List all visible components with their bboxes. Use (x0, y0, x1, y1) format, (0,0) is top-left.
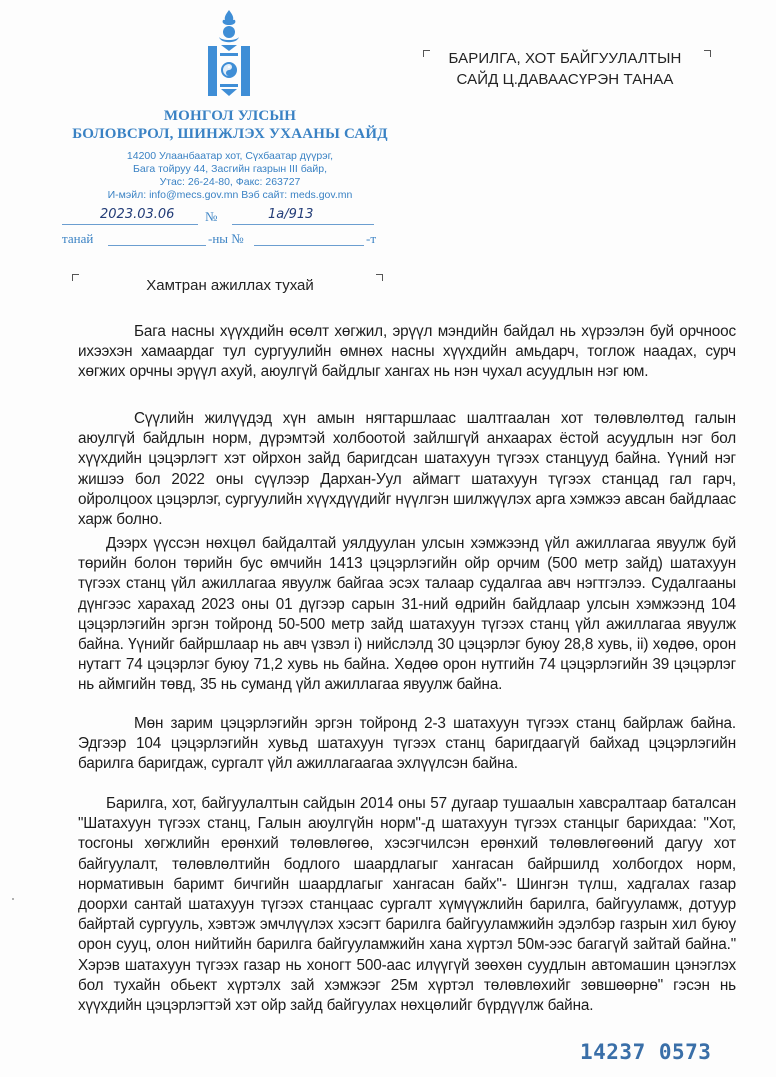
reply-label-mid: -ны № (208, 231, 244, 246)
phone-fax-line: Утас: 26-24-80, Факс: 263727 (159, 176, 301, 188)
recipient-line2: САЙД Ц.ДАВААСҮРЭН ТАНАА (456, 71, 674, 88)
number-underline (232, 224, 374, 225)
date-underline (62, 224, 198, 225)
body-paragraph: Мөн зарим цэцэрлэгийн эргэн тойронд 2-3 шатахуун түгээх станц байрлаж байна. Эдгээр 104 цэцэрлэгийн хувьд шатахуун түгээх станц баригдаагүй байхад цэцэрлэгийн барилга баригдаж, сургалт үйл ажиллагаагаа эхлүүлсэн байна. (78, 715, 736, 773)
recipient-block (440, 48, 690, 90)
document-number: 1а/913 (268, 207, 314, 222)
document-date: 2023.03.06 (100, 207, 175, 222)
address-line: 14200 Улаанбаатар хот, Сүхбаатар дүүрэг, (126, 150, 334, 162)
registration-number: 14237 0573 (580, 1040, 712, 1064)
body-paragraph: Сүүлийн жилүүдэд хүн амын нягтаршлаас шалтгаалан хот төлөвлөлтөд галын аюулгүй байдлын норм, дүрэмтэй холбоотой зайлшгүй анхаарах ёстой асуудлын нэг бол хүүхдийн цэцэрлэгт хэт ойрхон зайд баригдсан шатахуун түгээх станцууд байна. Үүний нэг жишээ бол 2022 оны сүүлээр Дархан-Уул аймагт шатахуун түгээх станцад гал гарч, ойролцоох цэцэрлэг, сургуулийн хүүхдүүдийг нүүлгэн шилжүүлэх арга хэмжээ авсан байдлаас харж болно. (78, 410, 736, 529)
org-name-line1: МОНГОЛ УЛСЫН (163, 108, 297, 124)
corner-bracket-top-left (72, 274, 79, 281)
reply-label-suffix: -т (366, 231, 377, 246)
email-web-line: И-мэйл: info@mecs.gov.mn Вэб сайт: meds.gov.mn (107, 189, 353, 201)
org-name-line2: БОЛОВСРОЛ, ШИНЖЛЭХ УХААНЫ САЙД (72, 126, 388, 142)
number-label: № (205, 209, 218, 224)
body-paragraph: Бага насны хүүхдийн өсөлт хөгжил, эрүүл мэндийн байдал нь хүрээлэн буй орчноос ихээхэн хамаардаг тул сургуулийн өмнөх насны хүүхдийн амьдарч, тоглож наадах, сурч хөгжих орчны эрүүл ахуй, аюулгүй байдлыг хангах нь нэн чухал асуудлын нэг юм. (78, 323, 736, 381)
body-paragraph: Дээрх үүссэн нөхцөл байдалтай уялдуулан улсын хэмжээнд үйл ажиллагаа явуулж буй төрийн болон төрийн бус өмчийн 1413 цэцэрлэгийн ойр орчим (500 метр зайд) шатахуун түгээх станц үйл ажиллагаа явуулж байгаа эсэх талаар судалгаа авч нэгтгэлээ. Судалгааны дүнгээс харахад 2023 оны 01 дүгээр сарын 31-ний өдрийн байдлаар улсын хэмжээнд 104 цэцэрлэгийн эргэн тойронд 50-500 метр зайд шатахуун түгээх станц үйл ажиллагаа явуулж байна. Үүнийг байршлаар нь авч үзвэл i) нийслэлд 30 цэцэрлэг буюу 28,8 хувь, ii) хөдөө, орон нутагт 74 цэцэрлэг буюу 71,2 хувь нь байна. Хөдөө орон нутгийн 74 цэцэрлэгийн 39 цэцэрлэг нь аймгийн төвд, 35 нь суманд үйл ажиллагаа явуулж байна. (78, 535, 736, 694)
corner-bracket-top-right (704, 50, 711, 57)
reply-label-prefix: танай (62, 231, 94, 246)
recipient-line1: БАРИЛГА, ХОТ БАЙГУУЛАЛТЫН (448, 50, 682, 67)
scan-speck (12, 898, 14, 900)
reply-date-underline (108, 245, 206, 246)
address-line: Бага тойруу 44, Засгийн газрын III байр, (133, 163, 327, 175)
body-paragraph: Барилга, хот, байгуулалтын сайдын 2014 оны 57 дугаар тушаалын хавсралтаар баталсан "Шатахуун түгээх станц, Галын аюулгүйн норм"-д шатахуун түгээх станцыг барихдаа: "Хот, тосгоны хөгжлийн ерөнхий төлөвлөгөө, хэсэгчилсэн ерөнхий төлөвлөгөөний дагуу хот байгуулалт, төлөвлөлтийн бодлого шаардлагыг хангасан байршилд холбогдох норм, нормативын баримт бичгийн шаардлагыг хангасан байх"- Шингэн түлш, хадгалах газар доорхи сантай шатахуун түгээх станцаас сургалт хүмүүжлийн барилга, байгууламж, дотуур байртай сургууль, хэвтэж эмчлүүлэх хэсэгт барилга байгууламжийн эдэлбэр газрын хил буюу орон сууц, олон нийтийн барилга байгууламжийн хана хүртэл 50м-ээс багагүй зайтай байна." Хэрэв шатахуун түгээх газар нь хоногт 500-аас илүүгүй зөөхөн суудлын автомашин цэнэглэх бол тухайн обьект хүртэлх зай хэмжээг 25м хүртэл төлөвлөхийг зөвшөөрнө" гэсэн нь хүүхдийн цэцэрлэгтэй хэт ойр зайд байгуулах нөхцөлийг бүрдүүлж байна. (78, 795, 736, 1015)
corner-bracket-top-left (423, 50, 430, 57)
reply-number-underline (254, 245, 364, 246)
subject-line: Хамтран ажиллах тухай (146, 277, 314, 294)
soyombo-emblem-icon (203, 8, 255, 100)
